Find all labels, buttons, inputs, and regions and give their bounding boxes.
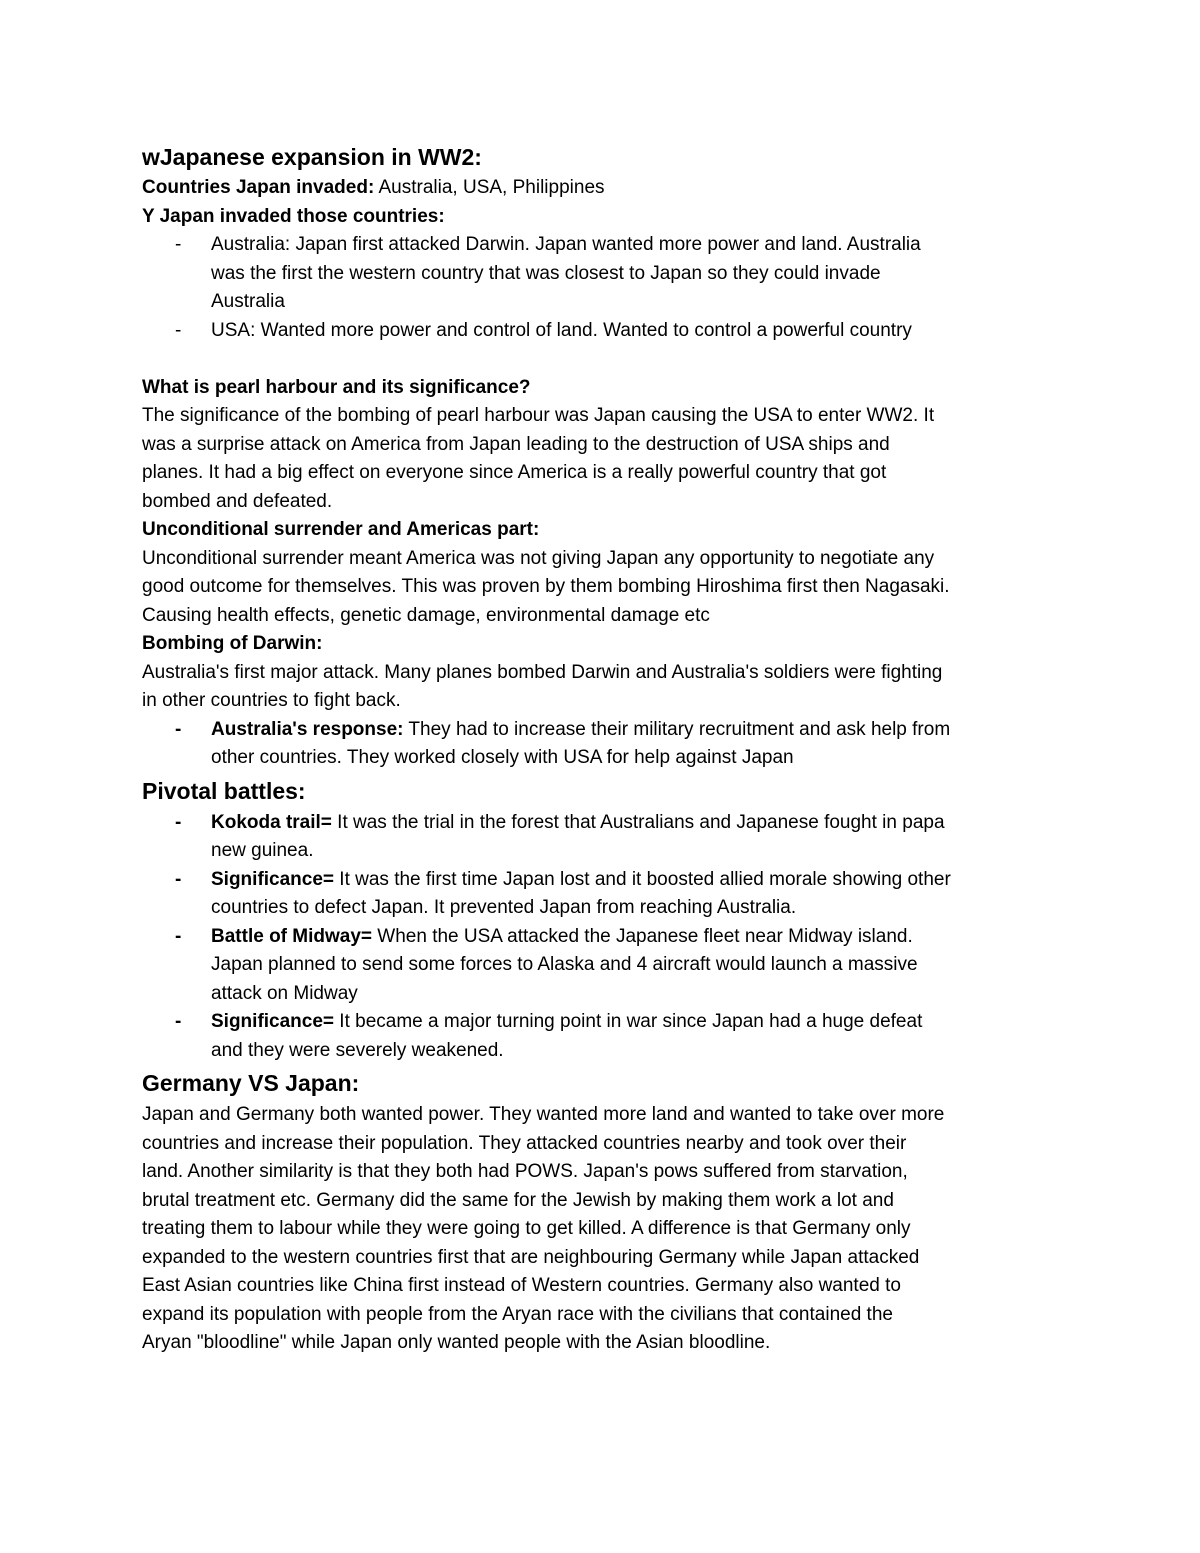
list-item-line	[211, 866, 1067, 895]
paragraph-line: was a surprise attack on America from Japan leading to the destruction of USA ships and	[142, 433, 890, 455]
countries-invaded-label: Countries Japan invaded:	[142, 177, 375, 198]
list-item-kokoda	[142, 809, 1067, 866]
paragraph-line: The significance of the bombing of pearl harbour was Japan causing the USA to enter WW2. It	[142, 405, 935, 426]
dash-bullet: -	[175, 234, 182, 255]
dash-bullet: -	[175, 868, 182, 890]
list-item-line: Australia: Japan first attacked Darwin. Japan wanted more power and land. Australia	[211, 234, 921, 255]
list-item-label: Battle of Midway=	[211, 925, 372, 947]
list-item-label: Significance=	[211, 1011, 335, 1032]
why-invaded-heading: Y Japan invaded those countries:	[142, 205, 445, 227]
list-item-line	[211, 923, 1067, 952]
list-item-text: It became a major turning point in war since Japan had a huge defeat	[334, 1011, 923, 1032]
darwin-heading: Bombing of Darwin:	[142, 633, 323, 654]
blank-line	[142, 345, 1067, 374]
list-item-line: was the first the western country that was closest to Japan so they could invade	[211, 262, 881, 284]
paragraph-line: countries and increase their population. They attacked countries nearby and took over their	[142, 1132, 907, 1154]
paragraph-line: brutal treatment etc. Germany did the same for the Jewish by making them work a lot and	[142, 1189, 894, 1211]
list-item-text: They had to increase their military recruitment and ask help from	[403, 718, 951, 740]
paragraph-line: treating them to labour while they were going to get killed. A difference is that Germany only	[142, 1218, 911, 1239]
paragraph-line: expanded to the western countries first that are neighbouring Germany while Japan attacked	[142, 1246, 920, 1268]
list-item-line: countries to defect Japan. It prevented Japan from reaching Australia.	[211, 897, 797, 918]
paragraph-line: Causing health effects, genetic damage, environmental damage etc	[142, 604, 710, 626]
list-item-line: Australia	[211, 291, 285, 312]
list-item-line: other countries. They worked closely with USA for help against Japan	[211, 747, 794, 768]
pearl-harbour-heading: What is pearl harbour and its significance?	[142, 376, 531, 398]
list-item-label: Australia's response:	[211, 718, 404, 740]
list-item-line: Japan planned to send some forces to Alaska and 4 aircraft would launch a massive	[211, 954, 918, 975]
surrender-heading: Unconditional surrender and Americas part:	[142, 519, 540, 540]
list-item-text: It was the trial in the forest that Australians and Japanese fought in papa	[331, 811, 945, 833]
germany-vs-japan-heading: Germany VS Japan:	[142, 1070, 360, 1096]
list-item-kokoda-significance	[142, 866, 1067, 923]
list-item-text: It was the first time Japan lost and it boosted allied morale showing other	[334, 868, 951, 890]
paragraph-line: planes. It had a big effect on everyone since America is a really powerful country that got	[142, 462, 887, 483]
dash-bullet: -	[175, 811, 182, 833]
document-title: wJapanese expansion in WW2:	[142, 144, 482, 170]
paragraph-line: Aryan "bloodline" while Japan only wanted people with the Asian bloodline.	[142, 1332, 771, 1353]
list-item-usa	[142, 317, 1067, 346]
paragraph-line: good outcome for themselves. This was proven by them bombing Hiroshima first then Nagasaki.	[142, 576, 950, 597]
list-item-australia	[142, 231, 1067, 317]
list-item-line: new guinea.	[211, 840, 314, 861]
list-item-text: When the USA attacked the Japanese fleet near Midway island.	[372, 925, 913, 947]
list-item-line: attack on Midway	[211, 982, 358, 1004]
list-item-line	[211, 716, 1067, 745]
paragraph-line: bombed and defeated.	[142, 490, 333, 512]
list-item-line	[211, 1008, 1067, 1037]
paragraph-line: East Asian countries like China first instead of Western countries. Germany also wanted to	[142, 1275, 901, 1296]
dash-bullet: -	[175, 718, 182, 740]
dash-bullet: -	[175, 1011, 182, 1032]
countries-invaded-line	[142, 174, 1067, 203]
list-item-label: Significance=	[211, 868, 335, 890]
list-item-line: and they were severely weakened.	[211, 1039, 504, 1061]
dash-bullet: -	[175, 925, 182, 947]
list-item-midway-significance	[142, 1008, 1067, 1065]
document-page	[142, 140, 1067, 1358]
list-item-australia-response	[142, 716, 1067, 773]
dash-bullet: -	[175, 319, 182, 341]
paragraph-line: expand its population with people from the Aryan race with the civilians that contained the	[142, 1303, 893, 1325]
countries-invaded-value: Australia, USA, Philippines	[374, 177, 605, 198]
paragraph-line: in other countries to fight back.	[142, 690, 401, 711]
paragraph-line: Japan and Germany both wanted power. They wanted more land and wanted to take over more	[142, 1104, 945, 1125]
paragraph-line: Unconditional surrender meant America was not giving Japan any opportunity to negotiate any	[142, 547, 935, 569]
list-item-label: Kokoda trail=	[211, 811, 332, 833]
list-item-line	[211, 809, 1067, 838]
list-item-line: USA: Wanted more power and control of land. Wanted to control a powerful country	[211, 319, 912, 341]
paragraph-line: Australia's first major attack. Many planes bombed Darwin and Australia's soldiers were fighting	[142, 661, 943, 683]
list-item-midway	[142, 923, 1067, 1009]
pivotal-battles-heading: Pivotal battles:	[142, 777, 306, 804]
paragraph-line: land. Another similarity is that they both had POWS. Japan's pows suffered from starvation,	[142, 1161, 908, 1182]
